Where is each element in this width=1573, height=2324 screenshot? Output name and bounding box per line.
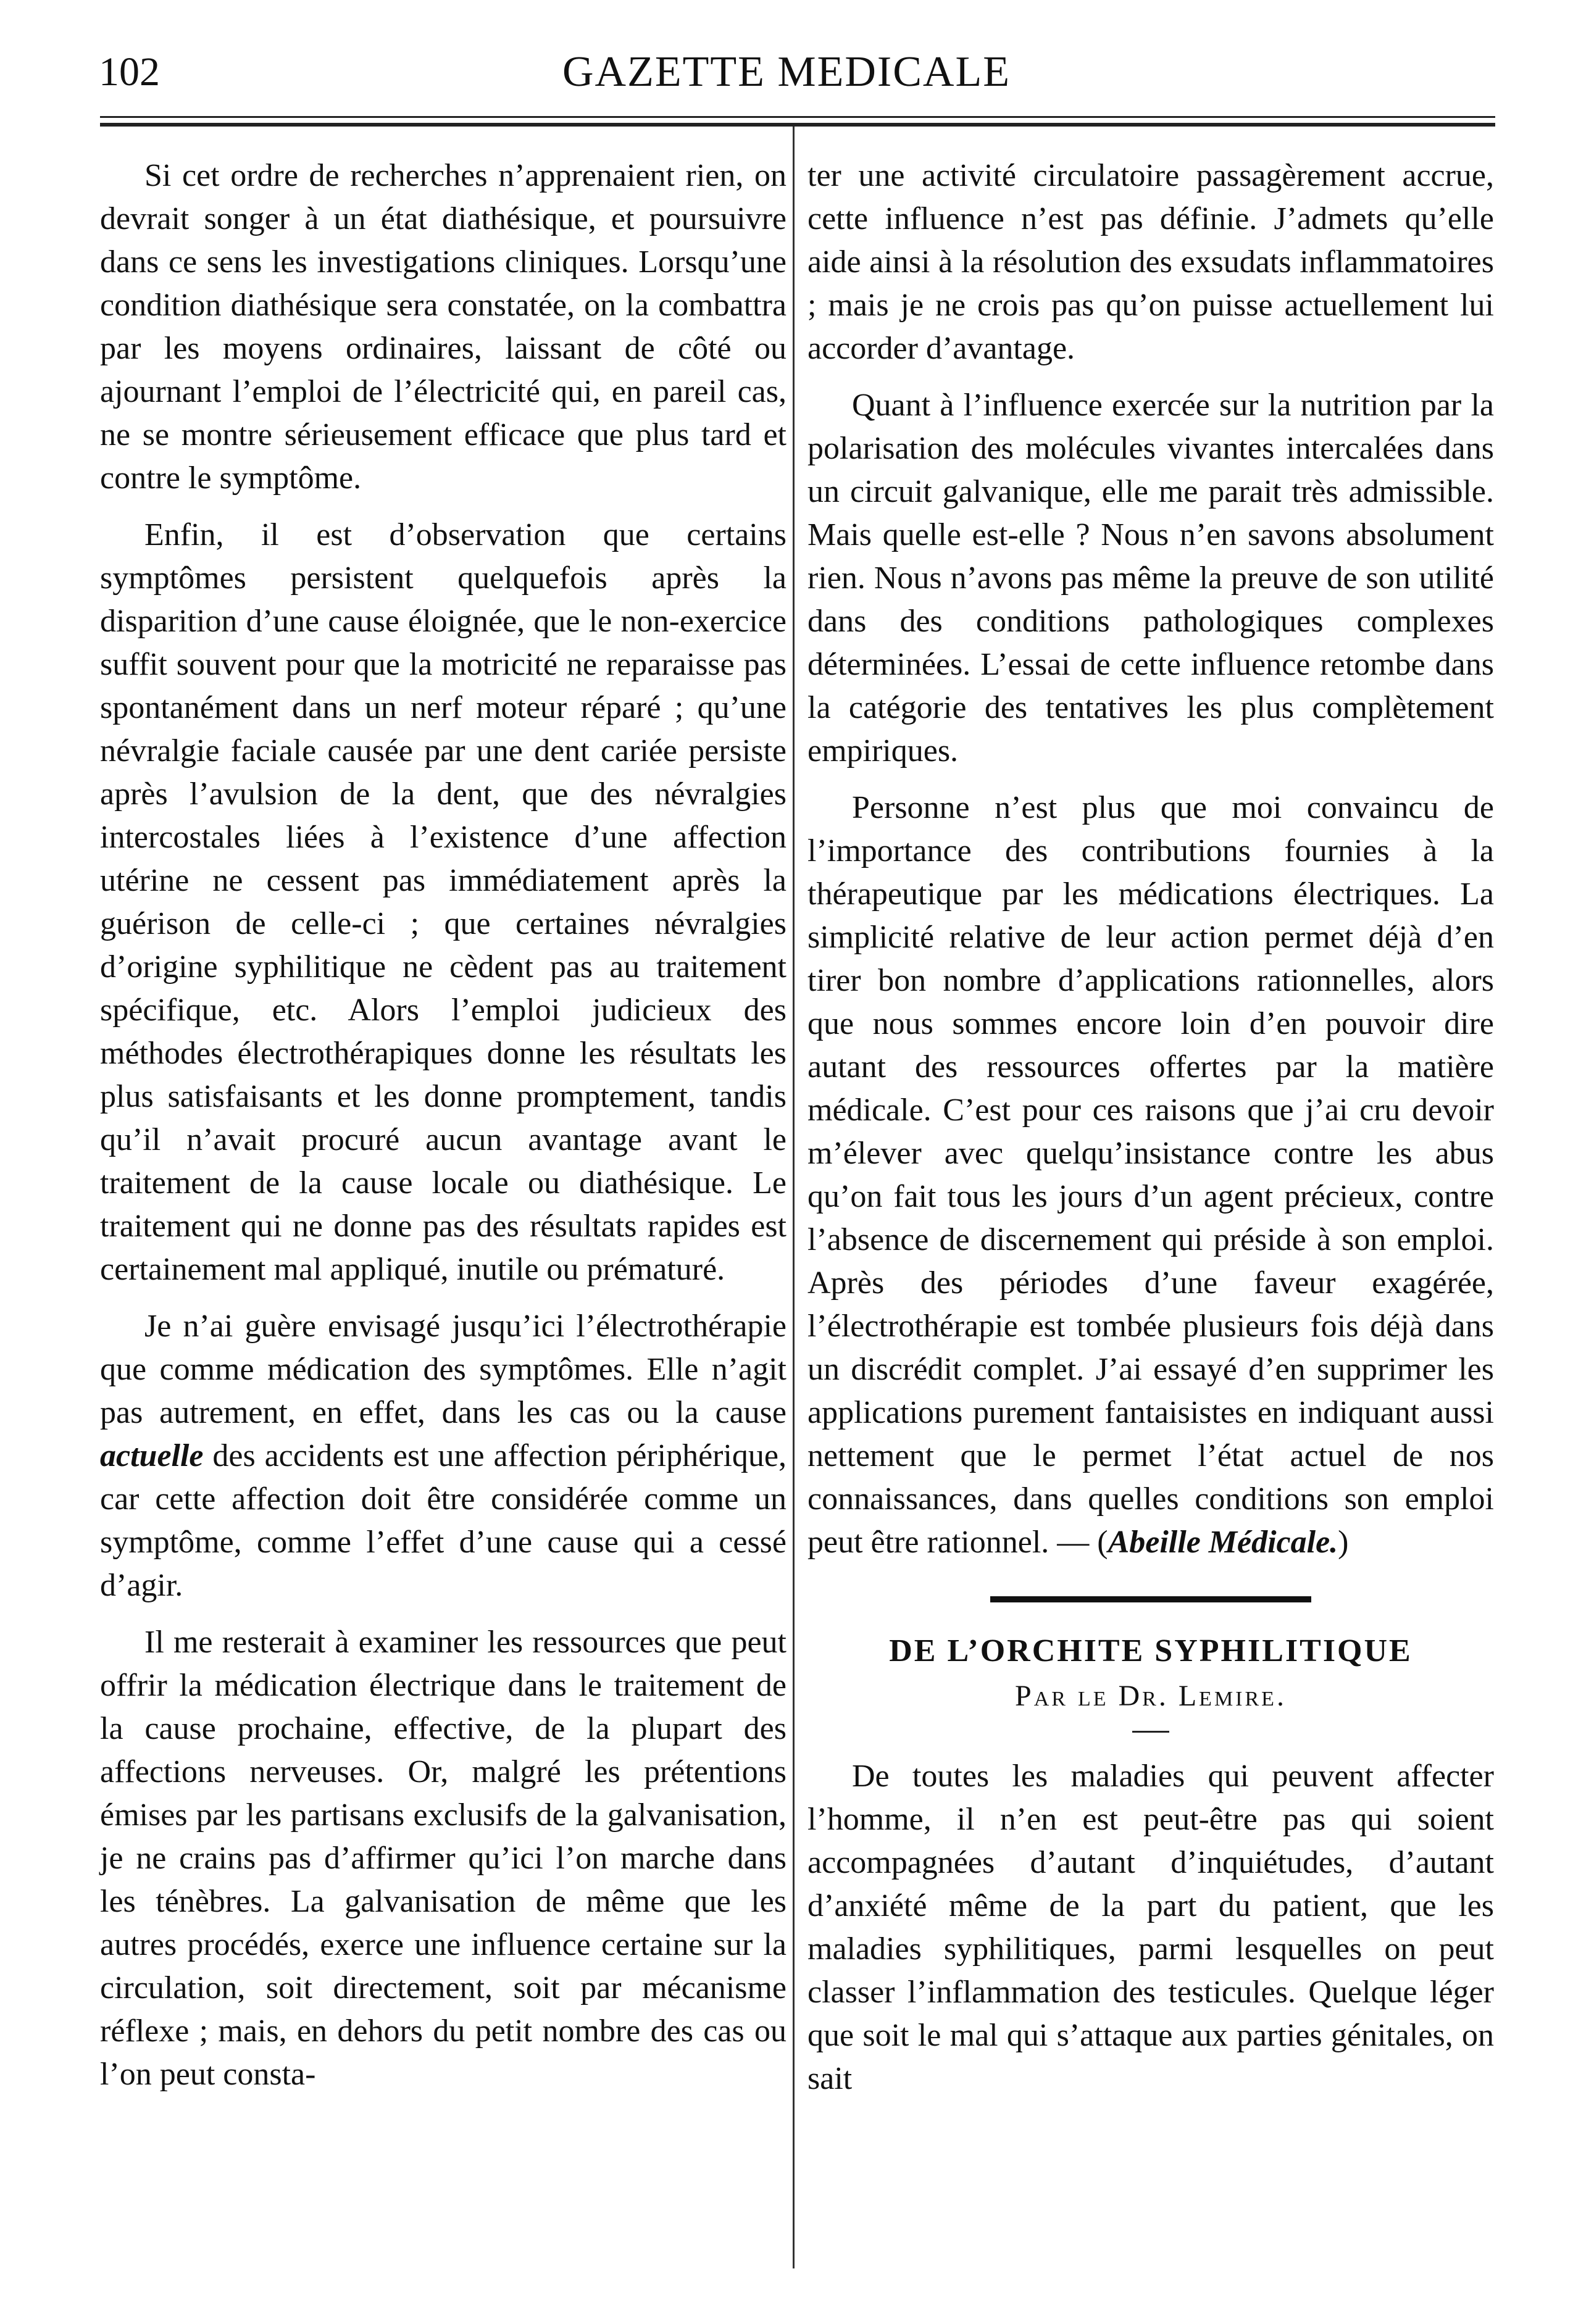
article-byline: Par le Dr. Lemire. xyxy=(1015,1680,1287,1712)
paragraph-text: Je n’ai guère envisagé jusqu’ici l’électrothérapie que comme médication des symptômes. Elle n’agit pas autrement, en effet, dans les cas ou la cause xyxy=(100,1309,786,1430)
running-head: GAZETTE MEDICALE xyxy=(562,48,1011,96)
paragraph xyxy=(100,1305,786,1607)
left-column xyxy=(100,154,786,2110)
paragraph-continuation: ter une activité circulatoire passagèrement accrue, cette influence n’est pas définie. J’admets qu’elle aide ainsi à la résolution des exsudats inflammatoires ; mais je ne crois pas qu’on puisse actuellement lui accorder d’avantage. xyxy=(807,158,1494,366)
paragraph: Quant à l’influence exercée sur la nutrition par la polarisation des molécules vivantes intercalées dans un circuit galvanique, elle me parait très admissible. Mais quelle est-elle ? Nous n’en savons absolument rien. Nous n’avons pas même la preuve de son utilité dans des conditions pathologiques complexes déterminées. L’essai de cette influence retombe dans la catégorie des tentatives les plus complètement empiriques. xyxy=(807,388,1494,768)
paragraph-text: Personne n’est plus que moi convaincu de l’importance des contributions fournies à la thérapeutique par les médications électriques. La simplicité relative de leur action permet déjà d’en tirer bon nombre d’applications rationnelles, alors que nous sommes encore loin d’en pouvoir dire autant des ressources offertes par la matière médicale. C’est pour ces raisons que j’ai cru devoir m’élever avec quelqu’insistance contre les abus qu’on fait tous les jours d’un agent précieux, contre l’absence de discernement qui préside à son emploi. Après des périodes d’une faveur exagérée, l’électrothérapie est tombée plusieurs fois déjà dans un discrédit complet. J’ai essayé d’en supprimer les applications purement fantaisistes en indiquant aussi nettement que le permet l’état actuel de nos connaissances, dans quelles conditions son emploi peut être rationnel. — ( xyxy=(807,790,1494,1560)
paragraph-text: ) xyxy=(1338,1525,1349,1560)
paragraph: Si cet ordre de recherches n’apprenaient rien, on devrait songer à un état diathésique, et poursuivre dans ce sens les investigations cliniques. Lorsqu’une condition diathésique sera constatée, on la combattra par les moyens ordinaires, laissant de côté ou ajournant l’emploi de l’électricité qui, en pareil cas, ne se montre sérieusement efficace que plus tard et contre le symptôme. xyxy=(100,158,786,496)
paragraph-text: des accidents est une affection périphérique, car cette affection doit être considérée comme un symptôme, comme l’effet d’une cause qui a cessé d’agir. xyxy=(100,1438,786,1603)
source-citation: Abeille Médicale. xyxy=(1108,1525,1338,1560)
byline-dash xyxy=(1132,1731,1169,1733)
column-divider xyxy=(793,127,795,2268)
paragraph: Il me resterait à examiner les ressources que peut offrir la médication électrique dans le traitement de la cause prochaine, effective, de la plupart des affections nerveuses. Or, malgré les prétentions émises par les partisans exclusifs de la galvanisation, je ne crains pas d’affirmer qu’ici l’on marche dans les ténèbres. La galvanisation de même que les autres procédés, exerce une influence certaine sur la circulation, soit directement, soit par mécanisme réflexe ; mais, en dehors du petit nombre des cas ou l’on peut consta- xyxy=(100,1625,786,2092)
article-body: De toutes les maladies qui peuvent affecter l’homme, il n’en est peut-être pas qui soient accompagnées d’autant d’inquiétudes, d’autant d’anxiété même de la part du patient, que les maladies syphilitiques, parmi lesquelles on peut classer l’inflammation des testicules. Quelque léger que soit le mal qui s’attaque aux parties génitales, on sait xyxy=(807,1759,1494,2096)
right-column xyxy=(807,154,1494,2114)
header-rule-thick xyxy=(100,123,1495,127)
page-number: 102 xyxy=(99,49,160,94)
paragraph: Enfin, il est d’observation que certains symptômes persistent quelquefois après la disparition d’une cause éloignée, que le non-exercice suffit souvent pour que la motricité ne reparaisse pas spontanément dans un nerf moteur réparé ; qu’une névralgie faciale causée par une dent cariée persiste après l’avulsion de la dent, que des névralgies intercostales liées à l’existence d’une affection utérine ne cessent pas immédiatement après la guérison de celle-ci ; que certaines névralgies d’origine syphilitique ne cèdent pas au traitement spécifique, etc. Alors l’emploi judicieux des méthodes électrothérapiques donne les résultats les plus satisfaisants et les donne promptement, tandis qu’il n’avait procuré aucun avantage avant le traitement de la cause locale ou diathésique. Le traitement qui ne donne pas des résultats rapides est certainement mal appliqué, inutile ou prématuré. xyxy=(100,517,786,1287)
article-separator-rule xyxy=(990,1596,1311,1602)
header-rule-thin xyxy=(100,116,1495,118)
emphasis-text: actuelle xyxy=(100,1438,204,1473)
article-title: DE L’ORCHITE SYPHILITIQUE xyxy=(889,1633,1412,1668)
paragraph xyxy=(807,786,1494,1564)
